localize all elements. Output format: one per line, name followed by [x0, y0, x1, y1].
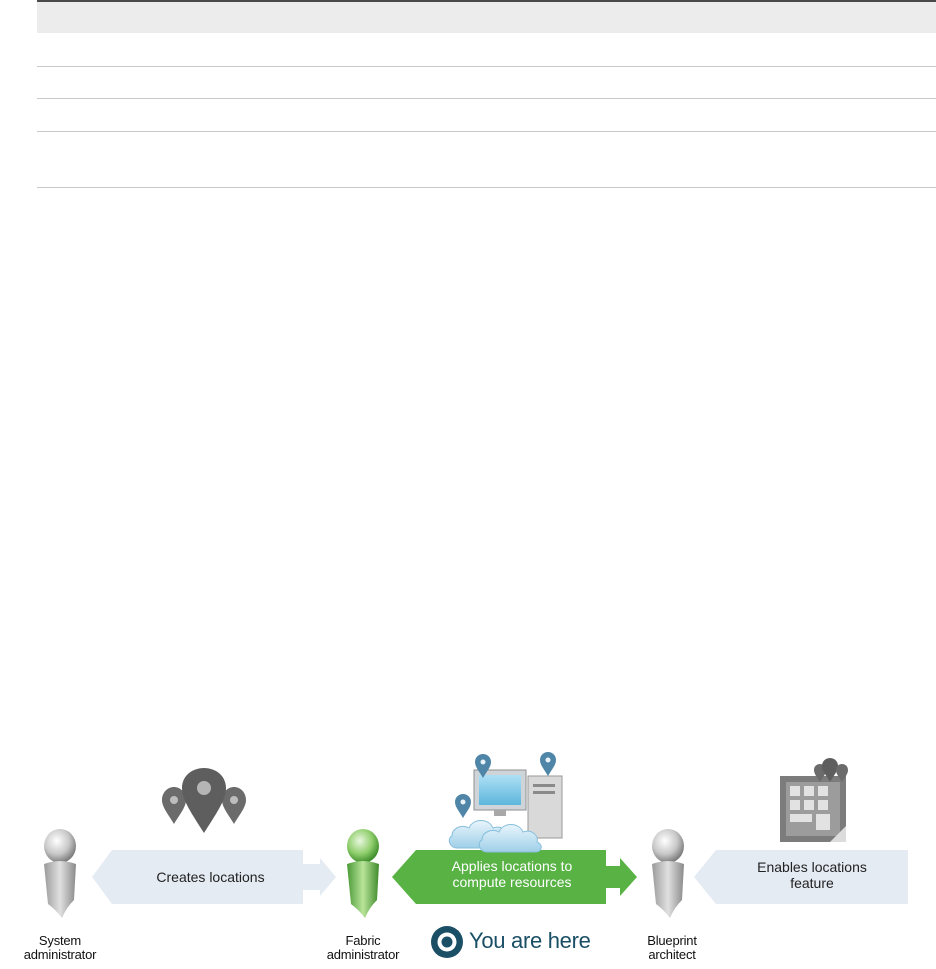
- role-label-line1: Blueprint: [647, 933, 697, 948]
- step-label-line1: Creates locations: [156, 869, 265, 885]
- role-label-line1: Fabric: [345, 933, 381, 948]
- computer-cloud-icon: [449, 752, 562, 852]
- step-label-line2: feature: [790, 875, 834, 891]
- table-header-row: [37, 0, 936, 33]
- fabric-administrator-person-icon: [347, 829, 379, 918]
- location-pins-icon: [162, 768, 246, 833]
- workflow-diagram: [0, 740, 936, 969]
- role-label-line1: System: [38, 933, 82, 948]
- blueprint-building-icon: [780, 758, 848, 842]
- system-administrator-person-icon: [44, 829, 76, 918]
- role-blueprint-architect: [612, 934, 732, 962]
- role-label-line2: architect: [648, 947, 696, 962]
- role-fabric-administrator: [303, 934, 423, 962]
- step-applies-locations: [418, 858, 606, 890]
- empty-table: [37, 0, 936, 188]
- table-row: [37, 67, 936, 99]
- role-label-line2: administrator: [23, 947, 97, 962]
- role-label-line2: administrator: [326, 947, 400, 962]
- step-enables-locations: [718, 859, 906, 891]
- workflow-graphics: [0, 740, 936, 969]
- step-label-line1: Applies locations to: [451, 858, 573, 874]
- step-label-line2: compute resources: [452, 874, 572, 890]
- role-system-administrator: [0, 934, 120, 962]
- you-are-here-icon: [431, 926, 463, 958]
- step-creates-locations: [118, 869, 303, 885]
- blueprint-architect-person-icon: [652, 829, 684, 918]
- table-row: [37, 33, 936, 67]
- step-label-line1: Enables locations: [757, 859, 867, 875]
- you-are-here-label: You are here: [469, 928, 591, 953]
- table-row: [37, 132, 936, 188]
- table-row: [37, 99, 936, 132]
